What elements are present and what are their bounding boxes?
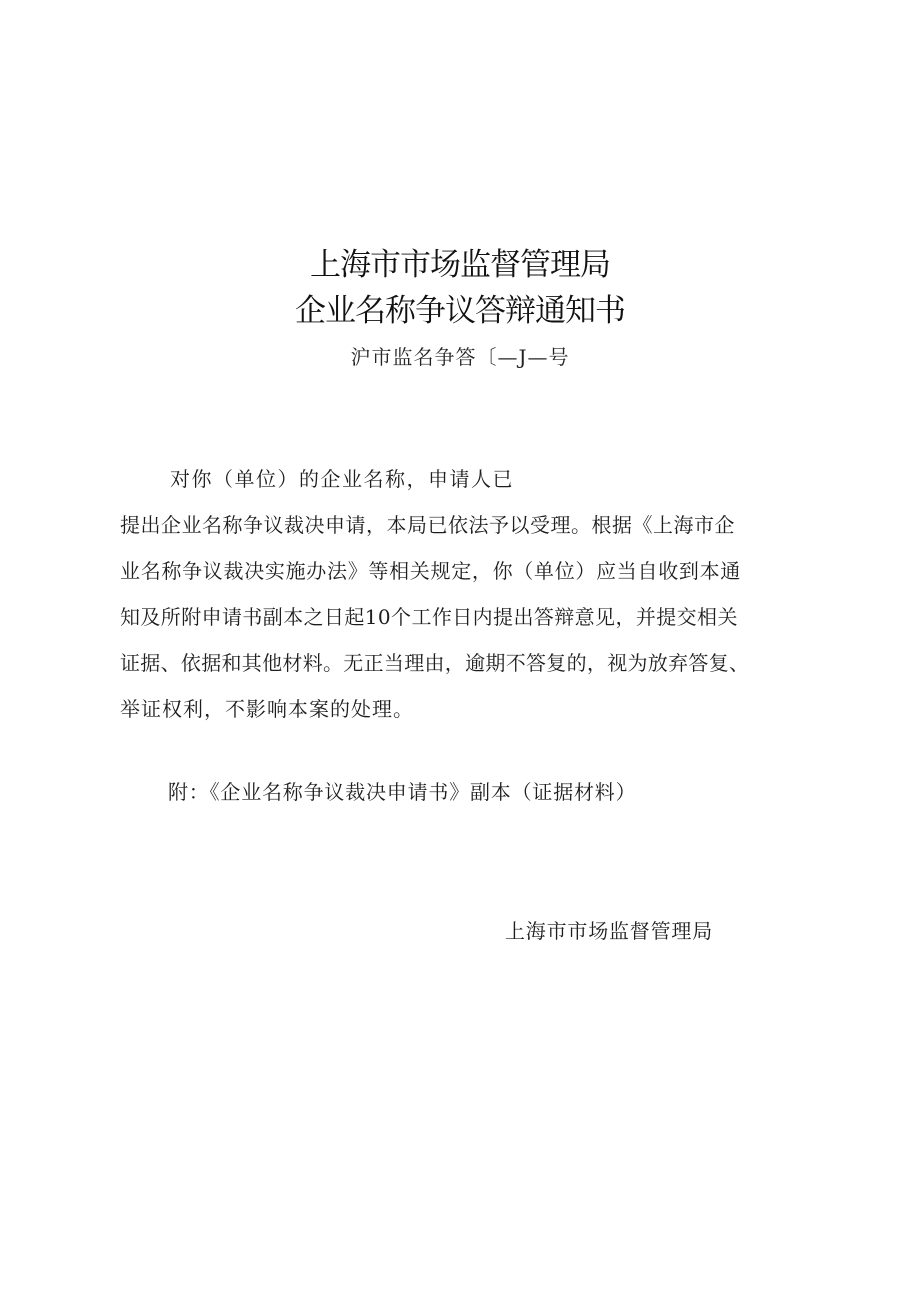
document-title: 企业名称争议答辩通知书 <box>295 293 625 329</box>
body-line: 业名称争议裁决实施办法》等相关规定，你（单位）应当自收到本通 <box>120 559 741 583</box>
attachment-note: 附：《企业名称争议裁决申请书》副本（证据材料） <box>168 780 637 804</box>
issuer-signature: 上海市市场监督管理局 <box>505 919 713 943</box>
body-line: 知及所附申请书副本之日起10个工作日内提出答辩意见，并提交相关 <box>120 605 738 629</box>
body-line: 证据、依据和其他材料。无正当理由，逾期不答复的，视为放弃答复、 <box>120 651 750 675</box>
body-line: 提出企业名称争议裁决申请，本局已依法予以受理。根据《上海市企 <box>120 513 735 537</box>
body-line: 对你（单位）的企业名称，申请人已 <box>170 467 514 491</box>
issuer-title: 上海市市场监督管理局 <box>310 247 610 283</box>
body-line: 举证权利，不影响本案的处理。 <box>120 697 414 721</box>
document-number: 沪市监名争答〔—J—号 <box>350 345 570 369</box>
